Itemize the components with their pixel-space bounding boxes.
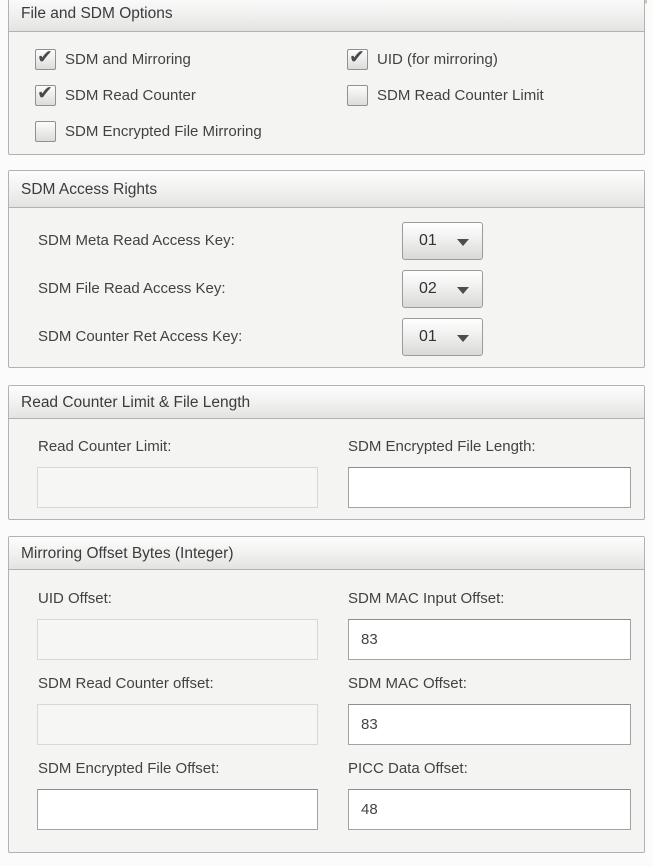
group-sdm-access-rights-title: SDM Access Rights <box>9 171 644 208</box>
label-sdm-mac-input-offset: SDM MAC Input Offset: <box>348 590 505 607</box>
checkbox-uid-for-mirroring[interactable] <box>347 45 498 70</box>
input-sdm-read-counter-offset <box>37 704 318 745</box>
dropdown-value: 01 <box>419 328 437 345</box>
checkbox-icon <box>35 45 56 70</box>
dropdown-sdm-file-read-access-key[interactable] <box>402 270 483 308</box>
checkbox-sdm-encrypted-file-mirroring[interactable] <box>35 120 262 142</box>
label-sdm-counter-ret-access-key: SDM Counter Ret Access Key: <box>38 328 243 345</box>
checkbox-label: SDM Encrypted File Mirroring <box>65 122 262 140</box>
label-uid-offset: UID Offset: <box>38 590 112 607</box>
input-sdm-mac-offset[interactable] <box>348 704 631 745</box>
chevron-down-icon <box>457 287 469 294</box>
group-mirroring-offset-bytes-title: Mirroring Offset Bytes (Integer) <box>9 537 644 570</box>
dropdown-value: 02 <box>419 280 437 297</box>
label-picc-data-offset: PICC Data Offset: <box>348 760 468 777</box>
label-sdm-mac-offset: SDM MAC Offset: <box>348 675 467 692</box>
label-sdm-encrypted-file-offset: SDM Encrypted File Offset: <box>38 760 220 777</box>
input-uid-offset <box>37 619 318 660</box>
input-sdm-encrypted-file-offset[interactable] <box>37 789 318 830</box>
label-sdm-meta-read-access-key: SDM Meta Read Access Key: <box>38 232 235 249</box>
group-file-and-sdm-options-title: File and SDM Options <box>9 0 644 32</box>
input-sdm-mac-input-offset[interactable] <box>348 619 631 660</box>
checkbox-label: SDM Read Counter <box>65 86 196 104</box>
dropdown-sdm-meta-read-access-key[interactable] <box>402 222 483 260</box>
checkbox-icon <box>35 121 56 142</box>
checkbox-icon <box>347 45 368 70</box>
checkbox-label: SDM Read Counter Limit <box>377 86 544 104</box>
label-sdm-read-counter-offset: SDM Read Counter offset: <box>38 675 214 692</box>
label-sdm-encrypted-file-length: SDM Encrypted File Length: <box>348 438 536 455</box>
checkbox-sdm-read-counter[interactable] <box>35 81 196 106</box>
chevron-down-icon <box>457 335 469 342</box>
input-sdm-encrypted-file-length[interactable] <box>348 467 631 508</box>
dropdown-value: 01 <box>419 232 437 249</box>
label-sdm-file-read-access-key: SDM File Read Access Key: <box>38 280 226 297</box>
checkbox-label: SDM and Mirroring <box>65 50 191 68</box>
checkbox-icon <box>347 85 368 106</box>
check-icon: ✔ <box>37 81 53 104</box>
group-read-counter-limit-title: Read Counter Limit & File Length <box>9 386 644 419</box>
check-icon: ✔ <box>349 45 365 68</box>
checkbox-sdm-and-mirroring[interactable] <box>35 45 191 70</box>
checkbox-label: UID (for mirroring) <box>377 50 498 68</box>
check-icon: ✔ <box>37 45 53 68</box>
checkbox-icon <box>35 81 56 106</box>
dropdown-sdm-counter-ret-access-key[interactable] <box>402 318 483 356</box>
checkbox-sdm-read-counter-limit[interactable] <box>347 84 544 106</box>
input-picc-data-offset[interactable] <box>348 789 631 830</box>
chevron-down-icon <box>457 239 469 246</box>
label-read-counter-limit: Read Counter Limit: <box>38 438 172 455</box>
input-read-counter-limit <box>37 467 318 508</box>
